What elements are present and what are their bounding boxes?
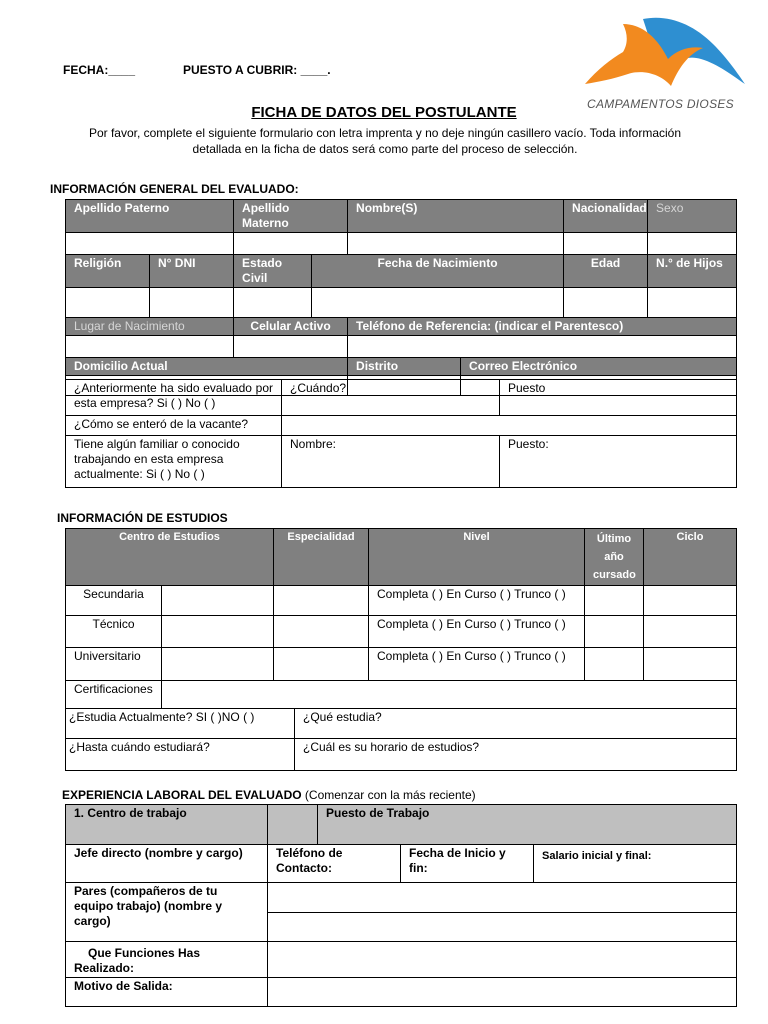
- hijos-input[interactable]: [648, 288, 737, 318]
- funciones-label-text: Que Funciones Has Realizado:: [74, 946, 201, 975]
- cuando-field[interactable]: ¿Cuándo?: [282, 380, 500, 416]
- dni-label: N° DNI: [150, 255, 234, 288]
- experiencia-table: [65, 804, 737, 1007]
- estado-civil-input[interactable]: [234, 288, 312, 318]
- correo-label: Correo Electrónico: [461, 358, 737, 376]
- familiar-question: Tiene algún familiar o conocido trabajando en esta empresa actualmente: Si ( ) No ( ): [66, 436, 282, 488]
- celular-label: Celular Activo: [234, 318, 348, 336]
- apellido-paterno-label: Apellido Paterno: [66, 200, 234, 233]
- dni-input[interactable]: [150, 288, 234, 318]
- lugar-nacimiento-input[interactable]: [66, 336, 234, 358]
- certificaciones-input[interactable]: [162, 681, 737, 709]
- row-label: Secundaria: [66, 586, 162, 616]
- centro-input[interactable]: [162, 648, 274, 681]
- telefono-referencia-label: Teléfono de Referencia: (indicar el Parentesco): [348, 318, 737, 336]
- especialidad-input[interactable]: [274, 616, 369, 648]
- celular-input[interactable]: [234, 336, 348, 358]
- table-row: [66, 616, 737, 648]
- edad-label: Edad: [564, 255, 648, 288]
- horario-field[interactable]: ¿Cuál es su horario de estudios?: [295, 739, 737, 771]
- familiar-nombre-field[interactable]: Nombre:: [282, 436, 500, 488]
- section-estudios-title: INFORMACIÓN DE ESTUDIOS: [57, 511, 228, 525]
- intro-line-1: Por favor, complete el siguiente formulario con letra imprenta y no deje ningún casillero vacío. Toda información: [88, 126, 682, 140]
- row-label: Universitario: [66, 648, 162, 681]
- apellido-materno-label: Apellido Materno: [234, 200, 348, 233]
- salario-label: Salario inicial y final:: [534, 845, 737, 883]
- apellido-paterno-input[interactable]: [66, 233, 234, 255]
- general-info-table: [65, 199, 737, 396]
- row-label: Técnico: [66, 616, 162, 648]
- ultimo-anio-input[interactable]: [585, 648, 644, 681]
- pares-input-1[interactable]: [268, 883, 737, 913]
- funciones-label: [66, 942, 268, 978]
- familiar-puesto-field[interactable]: Puesto:: [500, 436, 737, 488]
- evaluado-question: ¿Anteriormente ha sido evaluado por esta empresa? Si ( ) No ( ): [66, 380, 282, 416]
- edad-input[interactable]: [564, 288, 648, 318]
- section-general-title: INFORMACIÓN GENERAL DEL EVALUADO:: [50, 182, 299, 196]
- puesto-cubrir-field[interactable]: PUESTO A CUBRIR: ____.: [183, 63, 331, 77]
- hasta-cuando-question[interactable]: ¿Hasta cuándo estudiará?: [66, 739, 295, 771]
- logo-text: CAMPAMENTOS DIOSES: [587, 97, 734, 111]
- col-centro-estudios: Centro de Estudios: [66, 529, 274, 586]
- sexo-input[interactable]: [648, 233, 737, 255]
- pares-label: Pares (compañeros de tu equipo trabajo) (nombre y cargo): [66, 883, 268, 942]
- table-row: [66, 586, 737, 616]
- religion-label: Religión: [66, 255, 150, 288]
- col-ultimo-anio: Último año cursado: [585, 529, 644, 586]
- puesto-anterior-field[interactable]: Puesto: [500, 380, 737, 416]
- nacionalidad-label: Nacionalidad: [564, 200, 648, 233]
- lugar-nacimiento-label: Lugar de Nacimiento: [66, 318, 234, 336]
- general-questions-table: [65, 379, 737, 488]
- centro-trabajo-input[interactable]: [268, 805, 318, 845]
- nacionalidad-input[interactable]: [564, 233, 648, 255]
- centro-input[interactable]: [162, 616, 274, 648]
- ciclo-input[interactable]: [644, 648, 737, 681]
- domicilio-label: Domicilio Actual: [66, 358, 348, 376]
- especialidad-input[interactable]: [274, 586, 369, 616]
- distrito-label: Distrito: [348, 358, 461, 376]
- puesto-trabajo-label: Puesto de Trabajo: [318, 805, 737, 845]
- company-logo: [583, 14, 748, 114]
- experiencia-title: EXPERIENCIA LABORAL DEL EVALUADO: [62, 788, 302, 802]
- fecha-nacimiento-input[interactable]: [312, 288, 564, 318]
- nivel-options[interactable]: Completa ( ) En Curso ( ) Trunco ( ): [369, 648, 585, 681]
- nivel-options[interactable]: Completa ( ) En Curso ( ) Trunco ( ): [369, 586, 585, 616]
- centro-trabajo-label: 1. Centro de trabajo: [66, 805, 268, 845]
- estudia-question[interactable]: ¿Estudia Actualmente? SI ( )NO ( ): [66, 709, 295, 739]
- motivo-salida-input[interactable]: [268, 978, 737, 1007]
- intro-line-2: detallada en la ficha de datos será como parte del proceso de selección.: [192, 142, 578, 156]
- especialidad-input[interactable]: [274, 648, 369, 681]
- estudios-questions-table: [65, 708, 737, 771]
- col-nivel: Nivel: [369, 529, 585, 586]
- col-especialidad: Especialidad: [274, 529, 369, 586]
- section-experiencia-title: [62, 788, 476, 802]
- ciclo-input[interactable]: [644, 616, 737, 648]
- vacante-question: ¿Cómo se enteró de la vacante?: [66, 416, 282, 436]
- fecha-inicio-fin-label: Fecha de Inicio y fin:: [401, 845, 534, 883]
- table-row: [66, 648, 737, 681]
- logo-mark-icon: [583, 14, 748, 94]
- estudios-table: [65, 528, 737, 709]
- pares-input-2[interactable]: [268, 913, 737, 942]
- vacante-input[interactable]: [282, 416, 737, 436]
- nombres-label: Nombre(S): [348, 200, 564, 233]
- motivo-salida-label: Motivo de Salida:: [66, 978, 268, 1007]
- experiencia-note: (Comenzar con la más reciente): [304, 788, 476, 802]
- ultimo-anio-input[interactable]: [585, 586, 644, 616]
- telefono-contacto-label: Teléfono de Contacto:: [268, 845, 401, 883]
- nombres-input[interactable]: [348, 233, 564, 255]
- hijos-label: N.° de Hijos: [648, 255, 737, 288]
- que-estudia-field[interactable]: ¿Qué estudia?: [295, 709, 737, 739]
- apellido-materno-input[interactable]: [234, 233, 348, 255]
- telefono-referencia-input[interactable]: [348, 336, 737, 358]
- funciones-input[interactable]: [268, 942, 737, 978]
- sexo-label: Sexo: [648, 200, 737, 233]
- certificaciones-label: Certificaciones: [66, 681, 162, 709]
- estado-civil-label: Estado Civil: [234, 255, 312, 288]
- col-ciclo: Ciclo: [644, 529, 737, 586]
- ciclo-input[interactable]: [644, 586, 737, 616]
- jefe-directo-label: Jefe directo (nombre y cargo): [66, 845, 268, 883]
- fecha-nacimiento-label: Fecha de Nacimiento: [312, 255, 564, 288]
- page-title: FICHA DE DATOS DEL POSTULANTE: [251, 104, 517, 121]
- religion-input[interactable]: [66, 288, 150, 318]
- ultimo-anio-input[interactable]: [585, 616, 644, 648]
- fecha-field[interactable]: FECHA:____: [63, 63, 136, 77]
- centro-input[interactable]: [162, 586, 274, 616]
- nivel-options[interactable]: Completa ( ) En Curso ( ) Trunco ( ): [369, 616, 585, 648]
